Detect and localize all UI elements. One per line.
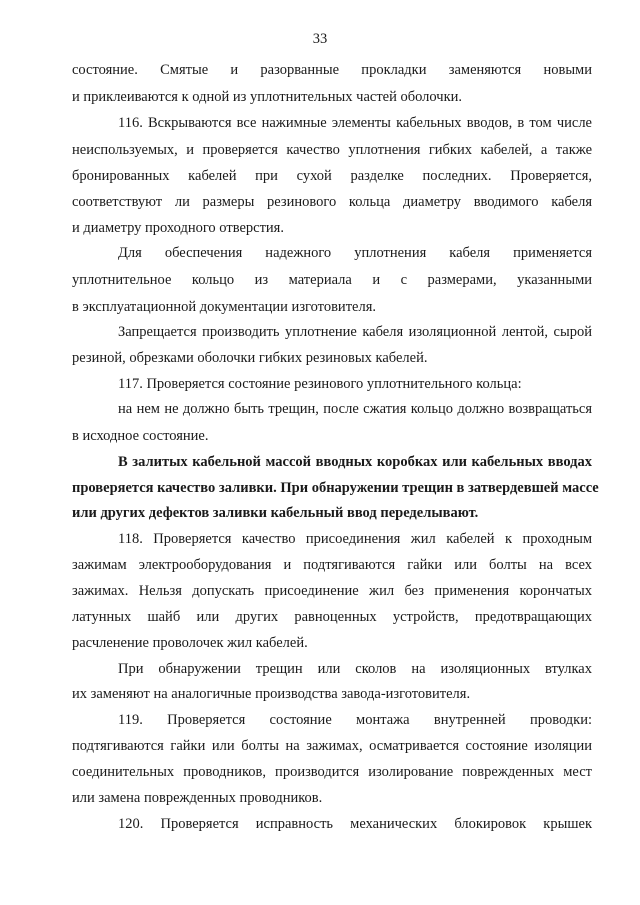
text-line: латунных шайб или других равноценных устройств, предотвращающих <box>72 609 592 625</box>
text-line: неиспользуемых, и проверяется качество уплотнения гибких кабелей, а также <box>72 142 592 158</box>
text-line: на нем не должно быть трещин, после сжатия кольцо должно возвращаться <box>118 401 592 417</box>
text-line: Запрещается производить уплотнение кабеля изоляционной лентой, сырой <box>118 324 592 340</box>
text-line: 116. Вскрываются все нажимные элементы кабельных вводов, в том числе <box>118 115 592 131</box>
text-line: зажимам электрооборудования и подтягиваются гайки или болты на всех <box>72 557 592 573</box>
text-line: состояние. Смятые и разорванные прокладки заменяются новыми <box>72 62 592 78</box>
text-line: зажимах. Нельзя допускать присоединение жил без применения корончатых <box>72 583 592 599</box>
page-number: 33 <box>312 31 328 47</box>
text-line: 117. Проверяется состояние резинового уплотнительного кольца: <box>118 376 522 392</box>
text-line: проверяется качество заливки. При обнаружении трещин в затвердевшей массе <box>72 480 599 496</box>
text-line: расчленение проволочек жил кабелей. <box>72 635 308 651</box>
text-line: соответствуют ли размеры резинового кольца диаметру вводимого кабеля <box>72 194 592 210</box>
text-line: В залитых кабельной массой вводных коробках или кабельных вводах <box>118 454 592 470</box>
text-line: бронированных кабелей при сухой разделке последних. Проверяется, <box>72 168 592 184</box>
text-line: 120. Проверяется исправность механических блокировок крышек <box>118 816 592 832</box>
text-line: 119. Проверяется состояние монтажа внутренней проводки: <box>118 712 592 728</box>
text-line: уплотнительное кольцо из материала и с размерами, указанными <box>72 272 592 288</box>
text-line: в исходное состояние. <box>72 428 209 444</box>
text-line: и приклеиваются к одной из уплотнительных частей оболочки. <box>72 89 462 105</box>
text-line: 118. Проверяется качество присоединения жил кабелей к проходным <box>118 531 592 547</box>
text-line: соединительных проводников, производится изолирование поврежденных мест <box>72 764 592 780</box>
text-line: Для обеспечения надежного уплотнения кабеля применяется <box>118 245 592 261</box>
text-line: или замена поврежденных проводников. <box>72 790 323 806</box>
text-line: резиной, обрезками оболочки гибких резиновых кабелей. <box>72 350 428 366</box>
text-line: их заменяют на аналогичные производства завода-изготовителя. <box>72 686 471 702</box>
text-line: При обнаружении трещин или сколов на изоляционных втулках <box>118 661 592 677</box>
text-line: или других дефектов заливки кабельный ввод переделывают. <box>72 505 479 521</box>
text-line: в эксплуатационной документации изготовителя. <box>72 299 376 315</box>
text-line: и диаметру проходного отверстия. <box>72 220 284 236</box>
text-line: подтягиваются гайки или болты на зажимах, осматривается состояние изоляции <box>72 738 592 754</box>
